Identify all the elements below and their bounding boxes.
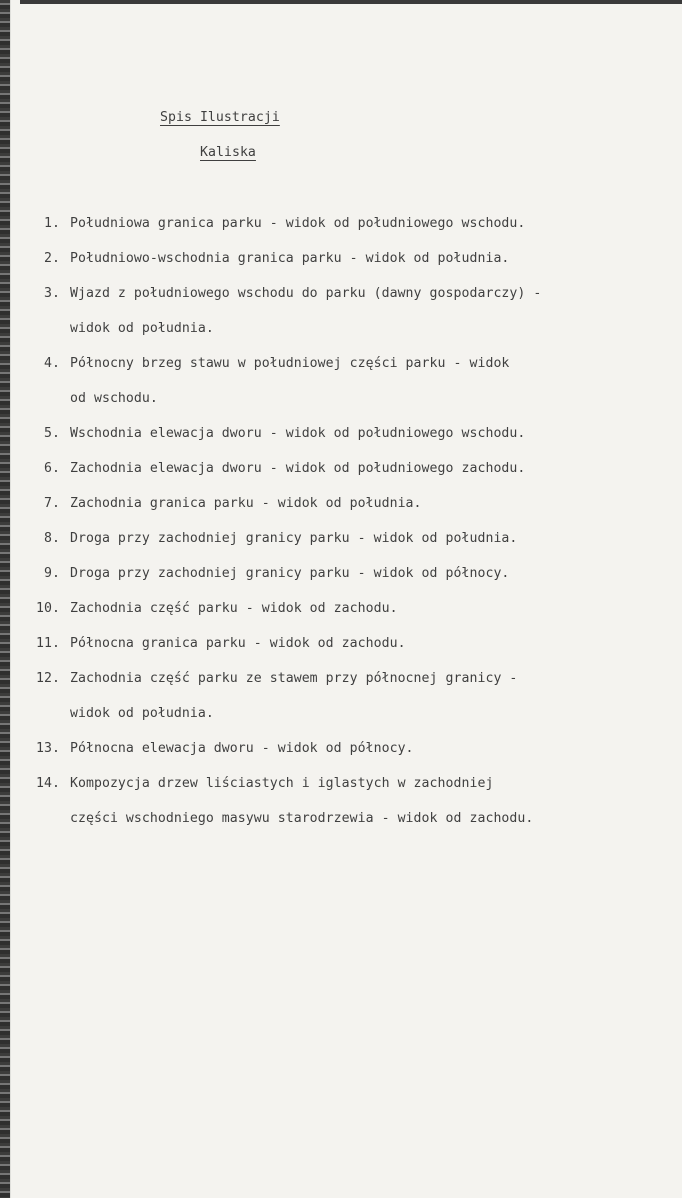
list-item [20,451,675,486]
list-item-text: Wschodnia elewacja dworu - widok od południowego wschodu. [70,426,526,441]
list-item-text: Zachodnia część parku ze stawem przy północnej granicy - [70,671,518,686]
list-item [20,521,675,556]
list-item-continuation: widok od południa. [70,321,214,336]
list-item-text: Południowa granica parku - widok od południowego wschodu. [70,216,526,231]
list-item-line [20,346,675,381]
list-item [20,276,675,346]
list-item-line [20,731,675,766]
list-item [20,661,675,731]
list-item [20,766,675,836]
list-item-number: 14. [36,776,60,791]
document-subtitle: Kaliska [200,145,256,160]
list-item-number: 1. [44,216,60,231]
list-item [20,486,675,521]
list-item [20,731,675,766]
list-item-number: 8. [44,531,60,546]
scan-top-edge [20,0,682,4]
scan-left-edge [0,0,10,1198]
list-item-number: 13. [36,741,60,756]
list-item-line [20,556,675,591]
list-item-line [20,661,675,696]
document-page [10,0,682,1198]
list-item-line [20,276,675,311]
list-item [20,206,675,241]
list-item-line [20,591,675,626]
list-item-text: Południowo-wschodnia granica parku - widok od południa. [70,251,510,266]
list-item-number: 10. [36,601,60,616]
list-item [20,556,675,591]
list-item-line [20,626,675,661]
list-item-line [20,766,675,801]
list-item-line [20,241,675,276]
list-item-line [20,206,675,241]
list-item-text: Północny brzeg stawu w południowej części parku - widok [70,356,510,371]
list-item-line [20,486,675,521]
list-item-text: Droga przy zachodniej granicy parku - widok od północy. [70,566,510,581]
list-item [20,626,675,661]
list-item [20,241,675,276]
list-item-number: 7. [44,496,60,511]
illustration-list [20,206,675,836]
list-item-number: 9. [44,566,60,581]
list-item-number: 5. [44,426,60,441]
list-item-text: Północna granica parku - widok od zachodu. [70,636,406,651]
list-item-continuation: od wschodu. [70,391,158,406]
list-item-continuation: widok od południa. [70,706,214,721]
list-item [20,591,675,626]
list-item-text: Wjazd z południowego wschodu do parku (dawny gospodarczy) - [70,286,542,301]
list-item-text: Zachodnia elewacja dworu - widok od południowego zachodu. [70,461,526,476]
list-item-continuation: części wschodniego masywu starodrzewia - widok od zachodu. [70,811,534,826]
list-item-number: 6. [44,461,60,476]
list-item [20,346,675,416]
list-item-line [20,451,675,486]
list-item-number: 12. [36,671,60,686]
list-item-text: Kompozycja drzew liściastych i iglastych w zachodniej [70,776,494,791]
list-item [20,416,675,451]
list-item-text: Droga przy zachodniej granicy parku - widok od południa. [70,531,518,546]
list-item-text: Zachodnia część parku - widok od zachodu. [70,601,398,616]
list-item-text: Północna elewacja dworu - widok od północy. [70,741,414,756]
list-item-number: 11. [36,636,60,651]
list-item-text: Zachodnia granica parku - widok od południa. [70,496,422,511]
list-item-line [20,416,675,451]
list-item-number: 2. [44,251,60,266]
list-item-line [20,521,675,556]
document-title: Spis Ilustracji [160,110,280,125]
list-item-number: 3. [44,286,60,301]
list-item-number: 4. [44,356,60,371]
